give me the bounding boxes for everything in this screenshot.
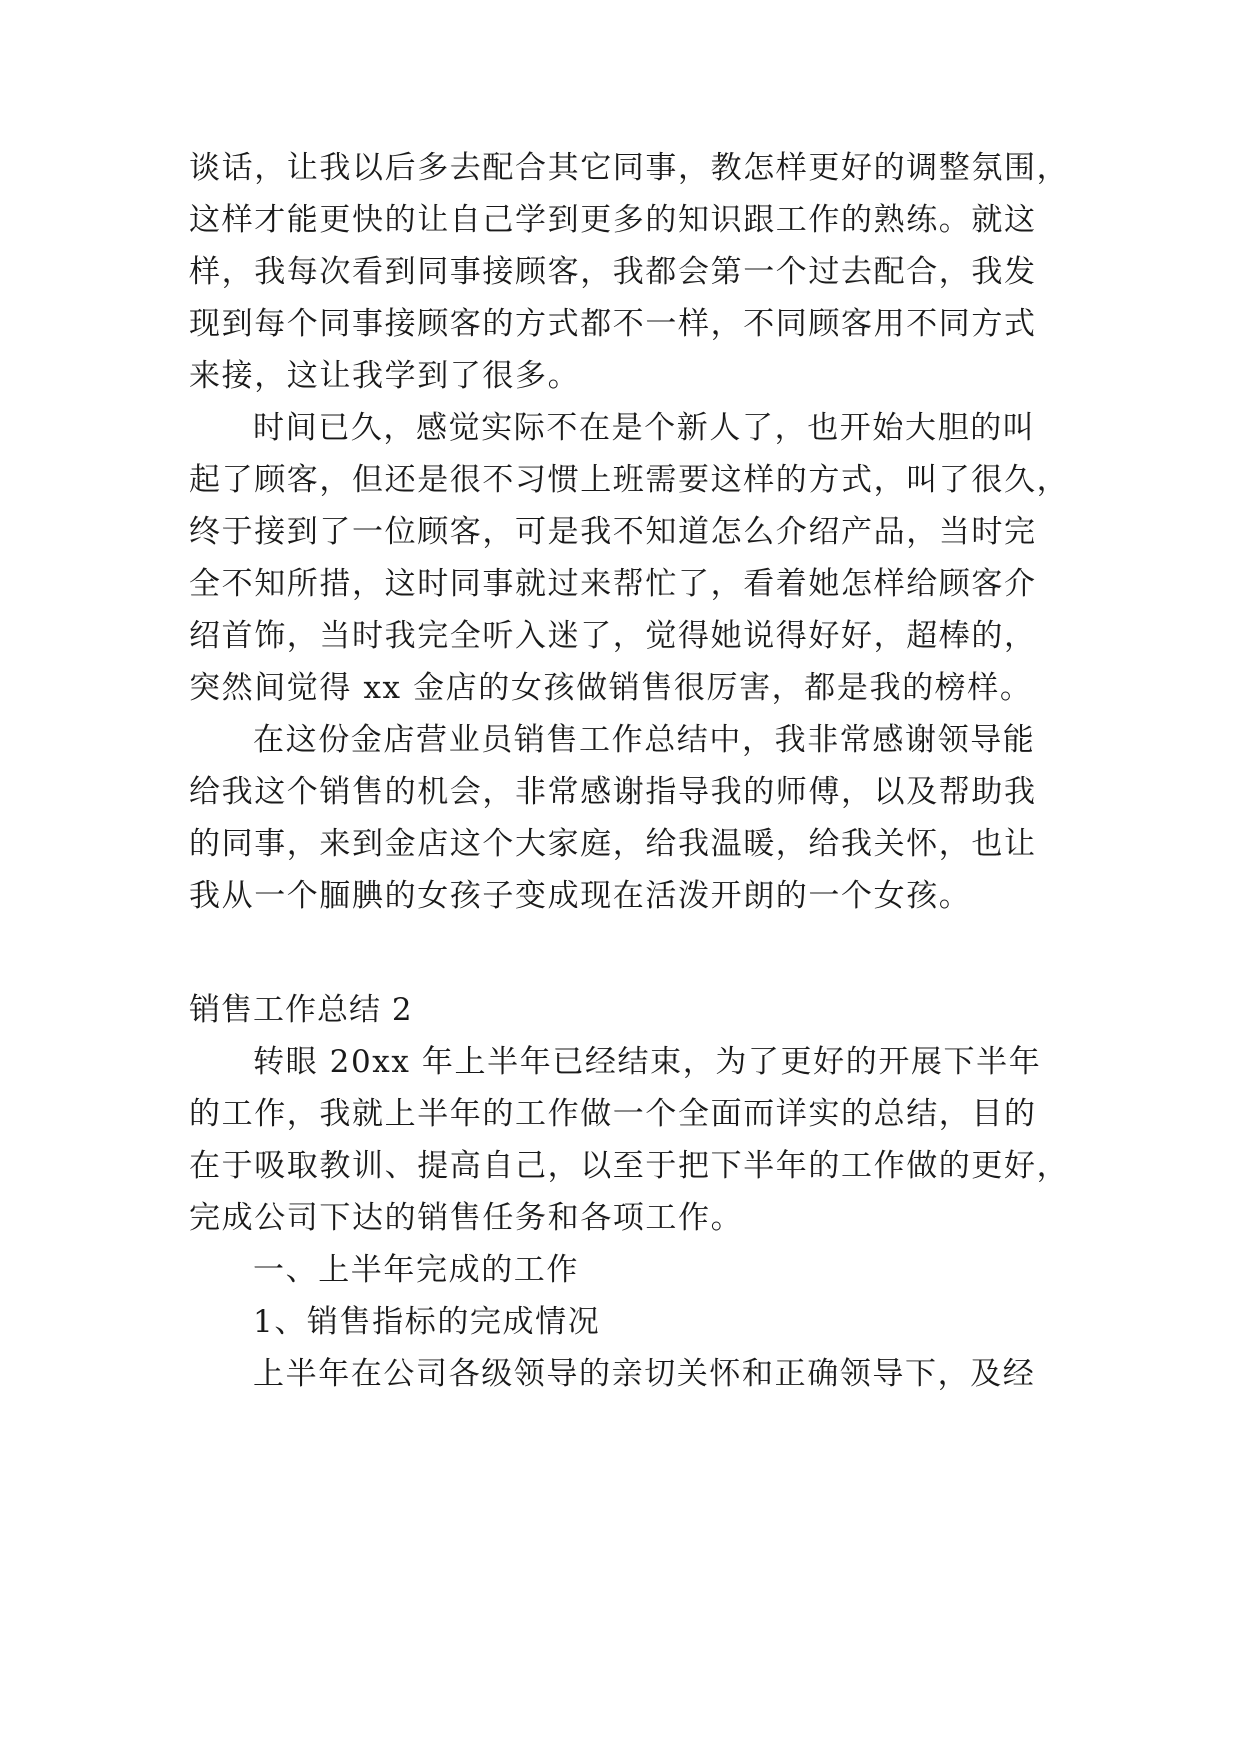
text-line: 的工作，我就上半年的工作做一个全面而详实的总结，目的: [189, 1096, 1037, 1132]
text-line: 我从一个腼腆的女孩子变成现在活泼开朗的一个女孩。: [189, 878, 972, 914]
text-line: 这样才能更快的让自己学到更多的知识跟工作的熟练。就这: [189, 202, 1037, 238]
text-line: 起了顾客，但还是很不习惯上班需要这样的方式，叫了很久，: [189, 462, 1070, 498]
text-line: 时间已久，感觉实际不在是个新人了，也开始大胆的叫: [253, 410, 1036, 446]
text-line: 样，我每次看到同事接顾客，我都会第一个过去配合，我发: [189, 254, 1037, 290]
text-line: 全不知所措，这时同事就过来帮忙了，看着她怎样给顾客介: [189, 566, 1037, 602]
text-line: 突然间觉得 xx 金店的女孩做销售很厉害，都是我的榜样。: [189, 670, 1033, 706]
text-line: 上半年在公司各级领导的亲切关怀和正确领导下，及经: [253, 1356, 1036, 1392]
text-line: 现到每个同事接顾客的方式都不一样，不同顾客用不同方式: [189, 306, 1037, 342]
subheading-sales-targets: 1、销售指标的完成情况: [253, 1304, 601, 1340]
text-line: 在于吸取教训、提高自己，以至于把下半年的工作做的更好，: [189, 1148, 1070, 1184]
text-line: 绍首饰，当时我完全听入迷了，觉得她说得好好，超棒的，: [189, 618, 1037, 654]
text-line: 在这份金店营业员销售工作总结中，我非常感谢领导能: [253, 722, 1036, 758]
text-line: 给我这个销售的机会，非常感谢指导我的师傅，以及帮助我: [189, 774, 1037, 810]
text-line: 终于接到了一位顾客，可是我不知道怎么介绍产品，当时完: [189, 514, 1037, 550]
text-line: 谈话，让我以后多去配合其它同事，教怎样更好的调整氛围，: [189, 150, 1070, 186]
text-line: 完成公司下达的销售任务和各项工作。: [189, 1200, 744, 1236]
text-line: 来接，这让我学到了很多。: [189, 358, 581, 394]
text-line: 的同事，来到金店这个大家庭，给我温暖，给我关怀，也让: [189, 826, 1037, 862]
section-title: 销售工作总结 2: [189, 992, 413, 1028]
text-line: 转眼 20xx 年上半年已经结束，为了更好的开展下半年: [253, 1044, 1042, 1080]
subheading-first-half-work: 一、上半年完成的工作: [253, 1252, 579, 1288]
